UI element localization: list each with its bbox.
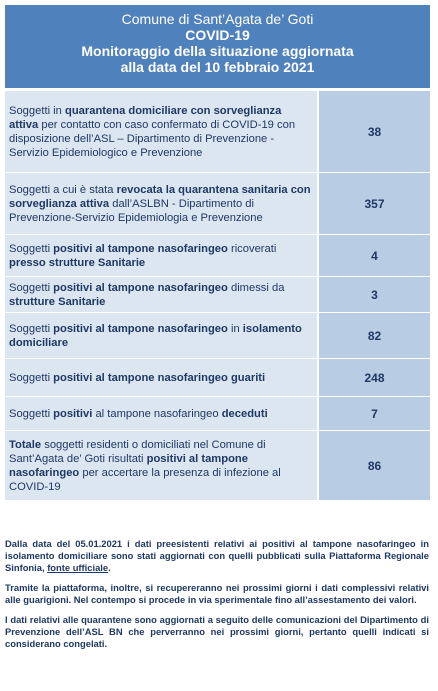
- emphasis-text: deceduti: [221, 407, 268, 420]
- emphasis-text: positivi al tampone nasofaringeo guariti: [53, 371, 266, 384]
- municipality-name: Comune di Sant’Agata de’ Goti: [121, 11, 314, 27]
- emphasis-text: positivi: [53, 407, 93, 420]
- row-value: 4: [319, 235, 430, 276]
- description-text: soggetti residenti o domiciliati nel Comune di Sant’Agata de’ Goti risultati: [9, 438, 266, 465]
- emphasis-text: positivi al tampone nasofaringeo: [53, 281, 228, 294]
- row-value: 7: [319, 397, 430, 430]
- row-value: 82: [319, 313, 430, 358]
- description-text: dimessi da: [227, 281, 285, 294]
- table-row: [5, 396, 430, 430]
- row-description: [5, 431, 319, 500]
- emphasis-text: Totale: [9, 438, 42, 451]
- notes-section: [5, 538, 429, 658]
- row-description: [5, 173, 319, 234]
- statistics-table: [5, 90, 430, 500]
- report-header: [5, 5, 430, 88]
- note-platform-update: [5, 538, 429, 574]
- table-row: [5, 430, 430, 500]
- description-text: ricoverati: [227, 242, 277, 255]
- report-date: alla data del 10 febbraio 2021: [120, 59, 315, 75]
- table-row: [5, 358, 430, 396]
- row-description: [5, 359, 319, 396]
- table-row: [5, 276, 430, 312]
- emphasis-text: revocata la quarantena sanitaria con sorveglianza attiva: [9, 183, 311, 210]
- official-source-link[interactable]: fonte ufficiale: [47, 562, 109, 573]
- row-value: 248: [319, 359, 430, 396]
- table-row: [5, 90, 430, 172]
- row-value: 357: [319, 173, 430, 234]
- row-description: [5, 313, 319, 358]
- description-text: per contatto con caso confermato di COVID-19 con disposizione dell’ASL – Dipartimento di Prevenzione - Servizio Epidemiologico e Prevenzione: [9, 118, 296, 159]
- emphasis-text: strutture Sanitarie: [9, 295, 106, 308]
- emphasis-text: positivi al tampone nasofaringeo: [53, 322, 228, 335]
- row-description: [5, 397, 319, 430]
- description-text: al tampone nasofaringeo: [92, 407, 222, 420]
- report-title: Monitoraggio della situazione aggiornata: [81, 43, 354, 59]
- table-row: [5, 312, 430, 358]
- emphasis-text: positivi al tampone nasofaringeo: [9, 452, 248, 479]
- note-1-end: .: [108, 562, 111, 573]
- description-text: Soggetti: [9, 281, 54, 294]
- note-recoveries: Tramite la piattaforma, inoltre, si recupereranno nei prossimi giorni i dati complessivi relativi alle guarigioni. Nel contempo si procede in via sperimentale fino all’assestamento dei valori.: [5, 582, 429, 605]
- description-text: Soggetti: [9, 242, 54, 255]
- description-text: in: [227, 322, 243, 335]
- note-quarantine: I dati relativi alle quarantene sono aggiornati a seguito delle comunicazioni del Dipartimento di Prevenzione dell’ASL BN che perverranno nei prossimi giorni, pertanto quelli indicati si considerano congelati.: [5, 614, 429, 649]
- emphasis-text: presso strutture Sanitarie: [9, 256, 146, 269]
- row-description: [5, 91, 319, 172]
- report-topic: COVID-19: [185, 27, 250, 43]
- description-text: Soggetti in: [9, 104, 65, 117]
- description-text: dall’ASLBN - Dipartimento di Prevenzione-Servizio Epidemiologia e Prevenzione: [9, 197, 263, 224]
- row-value: 3: [319, 277, 430, 312]
- emphasis-text: quarantena domiciliare con sorveglianza attiva: [9, 104, 282, 131]
- description-text: Soggetti: [9, 322, 54, 335]
- description-text: Soggetti: [9, 371, 54, 384]
- description-text: per accertare la presenza di infezione al COVID-19: [9, 466, 281, 493]
- description-text: Soggetti: [9, 407, 54, 420]
- table-row: [5, 172, 430, 234]
- table-row: [5, 234, 430, 276]
- description-text: Soggetti a cui è stata: [9, 183, 117, 196]
- note-1-text: Dalla data del 05.01.2021 i dati preesistenti relativi ai positivi al tampone nasofaringeo in isolamento domiciliare sono stati aggiornati con quelli pubblicati sulla Piattaforma Regionale Sinfonia,: [5, 538, 429, 573]
- row-description: [5, 235, 319, 276]
- emphasis-text: positivi al tampone nasofaringeo: [53, 242, 228, 255]
- row-value: 38: [319, 91, 430, 172]
- row-value: 86: [319, 431, 430, 500]
- emphasis-text: isolamento domiciliare: [9, 322, 302, 349]
- row-description: [5, 277, 319, 312]
